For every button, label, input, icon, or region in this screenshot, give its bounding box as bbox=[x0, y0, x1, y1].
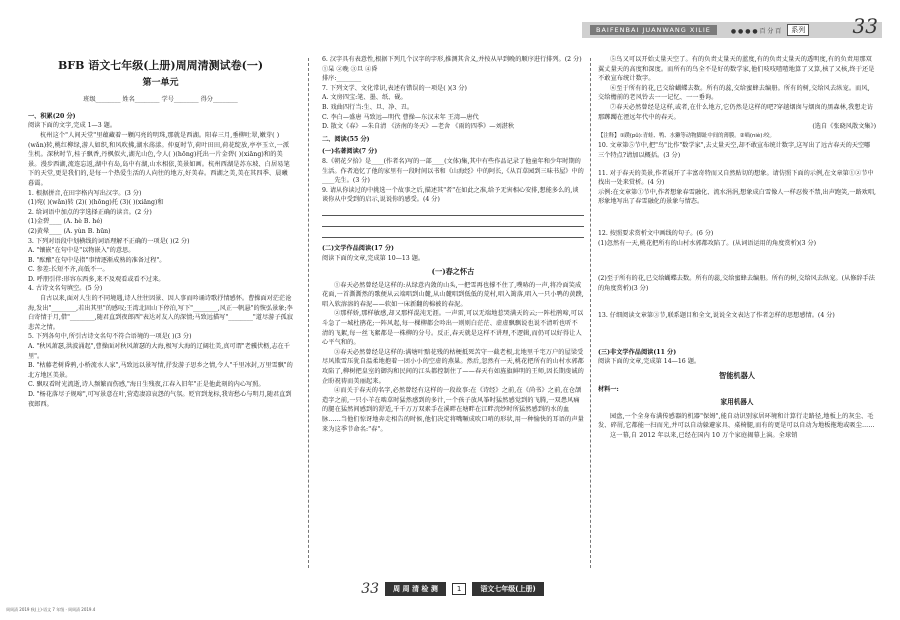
answer-space bbox=[598, 207, 876, 229]
question-2-a: (1)金碧____ (A. hè B. hé) bbox=[28, 218, 103, 226]
essay-source: (选自《张晓风散文集》) bbox=[812, 123, 876, 131]
answer-line bbox=[322, 218, 584, 227]
question-2: 2. 给词语中加点的字选择正确的读音。(2 分) bbox=[28, 208, 152, 216]
student-info-line: 班级________ 姓名________ 学号________ 得分________ bbox=[83, 96, 238, 104]
series-label: 系列 bbox=[787, 24, 809, 36]
question-5-c: C. 飘叹看时光流逝,诗人频繁而伤感,"海日生残夜,江春入旧年"正是他此刻的内心写照。 bbox=[28, 381, 265, 389]
essay-paragraph-5: ⑤鸟又可以开始丈量天空了。有的负责丈量天的蓝度,有的负责丈量天的透明度,有的负责用那双翼丈量天的高度和深度。而所有的鸟全不是好的数学家,他们吱吱喳喳地算了又算,核了又核,终于还是不敢宣布统计数字。 bbox=[598, 56, 875, 83]
brand-logo: 33 bbox=[852, 14, 878, 38]
essay-paragraph-6: ⑥至于所有的花,已交给蝴蝶去数。所有的蕊,交给蜜蜂去编册。所有的树,交给风去纵宠。而风,交给檐前的老风铃去一一记忆、一一垂询。 bbox=[598, 84, 870, 102]
question-5-b: B. "枯藤老树昏鸦,小桥流水人家",马致远以景写情,抒发游子思乡之情,令人"千里冰封,万里雪飘"的北方地区美景。 bbox=[28, 362, 293, 379]
material-label: 材料一: bbox=[598, 385, 619, 393]
question-12: 12. 按照要求赏析文中画线的句子。(6 分) bbox=[598, 229, 714, 237]
reading-passage: 杭州这个"人间天堂"里蕴藏着一颗闪亮的明珠,那就是西湖。阳春三月,垂柳吐翠,嫩芽( )(wǎn)转,桃红柳绿,游人如织,和风吹拂,湖水荡漾。仲夏时节,荷叶田田,荷花绽放,亭亭玉立,一派生机。深秋时节,桂子飘香,丹枫似火,湖光山色,令人( )(hōng)托出一片金碧( )(xiāng)和的美景。漫步西湖,流连忘返,湖中有岛,岛中有湖,山水相依,美景如画。杭州西湖是苏东坡、白居易笔下的天堂,更是我们的,是每一个热爱生活的人向往的地方,好美春。西湖之美,美在其四季、晨曦暮霭。 bbox=[28, 131, 290, 187]
section-heading-reading: 二、阅读(55 分) bbox=[322, 135, 370, 143]
answer-space bbox=[598, 321, 876, 345]
subsection-nonliterary: (三)非文学作品阅读(11 分) bbox=[598, 348, 677, 356]
question-9: 9. 请从你读过的中挑选一个故事之后,描述其"者"在如此之准,给予无害相心安排,想能多么的,谈谈你从中受到的启示,说说你的感受。(4 分) bbox=[322, 186, 579, 204]
material-text: 园盘,一个全身布满传感器的机器"保姆",能自动识别家居环境和计算行走路径,地板上的灰尘、毛发、碎屑,它都能一扫而光,并可以自动躲避家具、桌椅腿,而有的更是可以自动为地板拖地或吸尘…… bbox=[598, 412, 875, 430]
paper-title: BFB 语文七年级(上册)周周清测试卷(一) bbox=[57, 59, 264, 72]
question-3-a: A. "镶嵌"在句中是"以物嵌入"的意思。 bbox=[28, 247, 135, 255]
column-divider-right bbox=[590, 58, 591, 568]
series-dots: ● ● ● ● 百 分 百 bbox=[730, 27, 782, 35]
footer-subject: 语文七年级(上册) bbox=[472, 582, 543, 596]
question-5: 5. 下列各句中,所引古诗文名句不符合语境的一项是( )(3 分) bbox=[28, 333, 192, 341]
subsection-classics: (一)名著阅读(7 分) bbox=[322, 148, 378, 156]
question-2-b: (2)黄晕____ (A. yùn B. hūn) bbox=[28, 227, 111, 235]
material-text-2: 这一幕,自 2012 年以来,已经在国内 10 万个家庭揭幕上演。全球销 bbox=[610, 432, 798, 440]
question-7-d: D. 散文《春》—朱自清 《济南的冬天》—老舍 《雨的四季》—刘湛秋 bbox=[322, 123, 515, 131]
column-divider-left bbox=[308, 58, 309, 568]
question-11: 11. 对于春天的美景,作者展开了丰富奇特而又自然贴切的想象。请仿照下面的示例,在文章第①②节中找出一处来赏析。(4 分) bbox=[598, 169, 874, 187]
annotation-note: 【注释】①蹼(pǔ):青蛙、鸭、水獭等动物脚趾中间的薄膜。②啮(niè):咬。 bbox=[598, 132, 775, 139]
question-3-c: C. 参差:长短不齐,高低不一。 bbox=[28, 266, 109, 274]
question-12-2: (2)至于所有的花,已交给蝴蝶去数。所有的蕊,交给蜜蜂去编册。所有的树,交给风去纵宠。(从修辞手法的角度赏析)(3 分) bbox=[598, 275, 875, 292]
unit-title: 第一单元 bbox=[142, 77, 179, 88]
essay-paragraph-4: ④而关于春天的名字,必然曾经有这样的一段故事:在《诗经》之前,在《尚书》之前,在仓颉造字之前,一只小羊在啮草时猛然感到的多汁,一个孩子放风筝时猛然感觉到的飞腾,一双患风痛的腿在猛然间感到的舒适,千千万万双素手在溪畔在塘畔在江畔浣纱时所猛然感到的水的血脉……当他们惊讶地奔走相告的时候,他们决定将嘴噘成吹口哨的形状,用一种愉快的耳语的声量来为这季节命名:"春"。 bbox=[322, 387, 584, 433]
subsection-intro: 阅读下面的文章,完成第 10—13 题。 bbox=[322, 254, 425, 262]
question-7-a: A. 文房四宝:笔、墨、纸、砚。 bbox=[322, 94, 407, 102]
column-2 bbox=[322, 55, 584, 434]
section-intro: 阅读下面的文字,完成 1—3 题。 bbox=[28, 122, 117, 130]
section-heading: 一、积累(20 分) bbox=[28, 112, 76, 120]
question-12-1: (1)忽然有一天,桃花把所有的山村水郭都攻陷了。(从词语运用的角度赏析)(3 分) bbox=[598, 239, 817, 247]
question-8: 8.《朝花夕拾》是____(作者名)写的一部____(文体)集,其中有些作品记录了他童年和少年时期的生活。作者追忆了他的家里有一段时间以书和《山海经》中的阿长,《从百草园到三味书屋》中的____先生。(3 分) bbox=[322, 157, 584, 185]
question-6: 6. 汉字具有表意性,根据下列几个汉字的字形,推测其含义,并按从早到晚的顺序进行排列。(2 分) bbox=[322, 56, 582, 63]
footer-title: 周 周 清 检 测 bbox=[385, 582, 446, 596]
column-1 bbox=[28, 55, 293, 409]
print-info: 周周清 2019 秋(上)·语文 7 年级 · 周周清 2019.4 bbox=[6, 607, 96, 612]
answer-space bbox=[598, 248, 876, 274]
subsection-intro: 阅读下面的文章,完成第 14—16 题。 bbox=[598, 358, 701, 366]
question-1: 1. 根据拼音,在田字格内写出汉字。(3 分) bbox=[28, 189, 142, 197]
material-title: 家用机器人 bbox=[720, 398, 754, 407]
question-7-b: B. 戏曲四行当:生、旦、净、丑。 bbox=[322, 103, 414, 111]
footer-banner bbox=[325, 580, 580, 598]
question-5-a: A. "秋风萧瑟,洪波涌起",曹操面对秋风萧瑟的大海,极写大海的辽阔壮美,真可谓"老骥伏枥,志在千里"。 bbox=[28, 343, 290, 360]
article-title: 智能机器人 bbox=[719, 371, 755, 381]
question-4-text: 自古以来,面对人生的不同境遇,诗人往往因景、因人事而吟诵诗歌抒情感怀。曹操面对茫茫沧海,发出"________,若出其里"的感叹;王湾北固山下停泊,写下"________,风正一帆悬"的恢弘景象;李白寄情于月,借"________,随君直到夜郎西"表达对友人的深情;马致远描写"________"道尽游子孤寂悲苦之情。 bbox=[28, 295, 293, 331]
question-6-options: ①杲 ②晚 ③旦 ④昏 bbox=[322, 65, 378, 73]
answer-line bbox=[322, 207, 584, 216]
essay-paragraph-7: ⑦春天必然曾经是这样,或者,在什么地方,它仍然是这样的吧?穿越烟囱与烟囱的黑森林,我想走访那踯躅在湮远年代中的春天。 bbox=[598, 103, 874, 121]
question-3-d: D. 呼朋引伴:形容东西多,来不及观看或看不过来。 bbox=[28, 275, 165, 283]
essay-title: (一)春之怀古 bbox=[431, 267, 475, 277]
essay-paragraph-3: ③春天必然曾经是这样的:满塘叶黯花残的枯梗抵死苦守一截老根,北地里千宅万户的屋梁受尽风欺雪压犹自温柔地抱着一团小小的空虚的燕巢。然后,忽然有一天,桃花把所有的山村水郭都攻陷了,柳树把皇室的御沟和民间的江头都控制住了——春天有如旌旗鲜明的王师,因长期虔诚的企盼祝祷而美丽起来。 bbox=[322, 348, 584, 385]
question-10: 10. 文章第⑤节中,把"鸟"比作"数学家",去丈量天空,却不敢宣布统计数字,这写出了远古春天的天空哪三个特点?请加以概括。(3 分) bbox=[598, 142, 871, 159]
essay-paragraph-2: ②那样娇,那样敏感,却又那样混沌无涯。一声雷,可以无端地惹哭满天的云;一阵杜鹃啼,可以斗急了一城杜鹃花;一阵风起,每一棵柳都会吟出一则则白茫茫、虚虚飘飘说也说不清听也听不清的飞絮,每一丝飞絮都是一株柳的分号。反正,春天就是这样不讲理,不逻辑,而仍可以好得让人心平气和的。 bbox=[322, 310, 584, 347]
question-4: 4. 古诗文名句填空。(5 分) bbox=[28, 285, 103, 293]
question-3-b: B. "酝酿"在句中是指"事情逐渐成熟的准备过程"。 bbox=[28, 256, 166, 264]
question-1-options: (1)宛( )(wǎn)转 (2)( )(hōng)托 (3)( )(xiāng)和 bbox=[28, 199, 164, 207]
series-header-band bbox=[582, 22, 882, 38]
footer-logo: 33 bbox=[361, 581, 380, 597]
question-3: 3. 下列对语段中划横线的词语理解不正确的一项是( )(2 分) bbox=[28, 237, 190, 245]
question-5-d: D. "杨花落尽子规啼",可写景意在叶,营造凄凉哀怨的气氛。贬官到龙标,我寄愁心与明月,随君直到夜郎西。 bbox=[28, 391, 292, 408]
question-7: 7. 下列文学、文化常识,表述有错误的一项是( )(3 分) bbox=[322, 84, 467, 92]
question-6-order: 排序:________ bbox=[322, 75, 362, 83]
answer-line bbox=[322, 229, 584, 238]
question-7-c: C. 李白—盛唐 马致远—明代 曹操—东汉末年 王湾—唐代 bbox=[322, 113, 479, 121]
essay-paragraph-1: ①春天必然曾经是这样的:从绿意内敛的山头,一把雪再也撑不住了,噗哧的一声,将冷面笑成花面,一首澌澌然的歌便从云端唱到山麓,从山麓唱到低低的荒村,唱入篱落,唱入一只小鸭的黄蹼,唱入软溶溶的春泥——软如一床新翻的棉被的春泥。 bbox=[322, 281, 584, 308]
question-11-example: 示例:在文章第①节中,作者想象春雪融化、流水涓涓,想象成白雪像人一样忍俊不禁,出声跑笑,一路欢唱,形象地写出了春雪融化的景象与情态。 bbox=[598, 188, 876, 206]
answer-space bbox=[598, 293, 876, 311]
series-pinyin: BAIFENBAI JUANWANG XILIE bbox=[590, 25, 717, 35]
column-3 bbox=[598, 55, 876, 441]
question-13: 13. 仔细阅读文章第③节,联系题目和全文,说说全文表达了作者怎样的思想感情。(4 分) bbox=[598, 312, 835, 320]
page-number: 1 bbox=[452, 583, 466, 595]
answer-space bbox=[598, 161, 876, 169]
subsection-literary: (二)文学作品阅读(17 分) bbox=[322, 244, 394, 252]
